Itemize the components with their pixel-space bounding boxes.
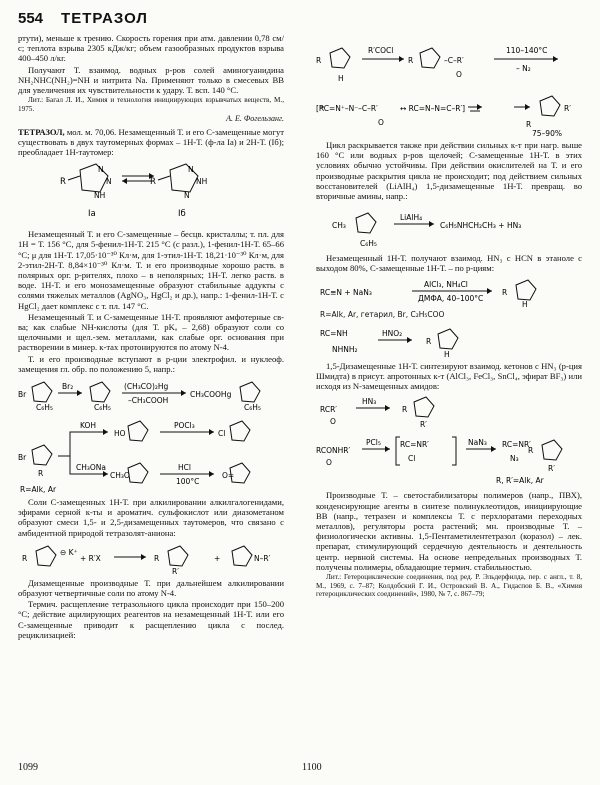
right-column bbox=[316, 33, 582, 600]
tetrazole-ring bbox=[32, 382, 52, 402]
arrowhead bbox=[209, 429, 214, 435]
r-substituent: R bbox=[60, 177, 66, 188]
svg-text:R: R bbox=[38, 469, 44, 479]
cycloaddition-scheme bbox=[316, 277, 582, 307]
r-definition: R=Alk, Ar, гетарил, Br, C₂H₅COO bbox=[320, 309, 445, 319]
svg-text:C₆H₅: C₆H₅ bbox=[94, 403, 111, 413]
svg-text:Cl: Cl bbox=[218, 429, 226, 439]
paragraph: Незамещенный Т. и С-замещенные 1H-Т. проявляют амфотерные св-ва; как слабые NH-кислоты (для Т. pKₐ – 2,68) образуют соли со щелочными и щел.-зем. металлами, как слабые орг. основания при растворении в минер. к-тах протонируются по атому N-4. bbox=[18, 311, 284, 353]
paragraph: Соли С-замещенных 1H-Т. при алкилировании алкилгалогенидами, эфирами серной к-ты и ароматич. сульфокислот или диазометаном образуют смеси 1,5- и 2,5-дизамещенных таутомеров, что связано с амбидентной природой тетразолят-аниона: bbox=[18, 497, 284, 538]
svg-text:H: H bbox=[338, 74, 344, 83]
reduction-scheme bbox=[316, 204, 582, 250]
plus-sign: + bbox=[214, 553, 221, 563]
reagent-hn3: HN₃ bbox=[362, 397, 377, 407]
tetrazole-ring bbox=[330, 48, 350, 68]
svg-text:RC=NH: RC=NH bbox=[320, 328, 348, 338]
reagent-pcl5: PCl₅ bbox=[366, 438, 381, 448]
arrowhead bbox=[491, 446, 496, 452]
reagent-rx: + R′X bbox=[80, 553, 101, 563]
arrowhead bbox=[77, 390, 82, 396]
arrowhead bbox=[399, 56, 404, 62]
acylation-scheme bbox=[316, 33, 582, 137]
label-1b: Iб bbox=[178, 209, 186, 220]
product-hg: CH₃COOHg bbox=[190, 390, 232, 400]
r-definition: R, R′=Alk, Ar bbox=[496, 476, 544, 486]
svg-text:N: N bbox=[184, 191, 190, 201]
arrowhead bbox=[385, 405, 390, 411]
paragraph: Термич. расщепление тетразольного цикла происходит при 150–200 °С; действие ацилирующих реагентов на незамещенный 1H-Т. или его С-замещенные приводит к расщеплению цикла с послед. рециклизацией: bbox=[18, 599, 284, 640]
svg-text:[RC=N⁺–N⁻–C–R′: [RC=N⁺–N⁻–C–R′ bbox=[316, 104, 378, 113]
svg-text:NH: NH bbox=[94, 191, 106, 201]
r-substituent: R bbox=[150, 177, 156, 188]
svg-text:H: H bbox=[522, 299, 528, 307]
paragraph: Незамещенный Т. и его С-замещенные – бесцв. кристаллы; т. пл. для 1H = Т. 156 °С, для 5-фенил-1H-Т. 215 °С (с разл.), 1-фенил-1H-Т. 65–66 °С; μ для 1H-Т. 17,05·10⁻³⁰ Кл·м, для 1-этил-1H-Т. 18,21·10⁻³⁰ Кл·м, для 2-этил-2H-Т. 8,84×10⁻³⁰ Кл·м. Т. и его производные хорошо раств. в полярных орг. р-рителях, плохо – в неполярных; 1H-Т. легко раств. в воде. 1H-Т. и его монозамещенные образуют стабильные аддукты с солями тяжелых металлов (AgNO₃, HgCl₂ и др.), напр.: 1-фенил-1H-Т. с HgCl₂ дает комплекс с т. пл. 147 °С. bbox=[18, 229, 284, 311]
page-number: 554 bbox=[18, 10, 44, 27]
column-number-right: 1100 bbox=[302, 762, 322, 773]
reactant: RC≡N + NaN₃ bbox=[320, 287, 372, 297]
condition-top: AlCl₃, NH₄Cl bbox=[424, 279, 468, 289]
alkylation-scheme bbox=[18, 541, 284, 575]
svg-text:N₃: N₃ bbox=[510, 454, 519, 464]
paragraph: Незамещенный 1H-Т. получают взаимод. HN₃ с HCN в этаноле с выходом 80%, С-замещенные 1H-Т. – по р-циям: bbox=[316, 253, 582, 274]
r-definition: R=Alk, Ar bbox=[20, 485, 57, 495]
tautomer-scheme bbox=[18, 160, 284, 226]
svg-text:⊖ K⁺: ⊖ K⁺ bbox=[60, 547, 78, 557]
reagent-hcl: HCl bbox=[178, 463, 191, 473]
page-header bbox=[18, 10, 148, 28]
svg-text:C₆H₅: C₆H₅ bbox=[360, 239, 377, 249]
column-number-left: 1099 bbox=[18, 762, 38, 773]
svg-text:N–R′: N–R′ bbox=[254, 553, 271, 563]
tetrazole-ring-1b bbox=[170, 164, 198, 192]
svg-text:N: N bbox=[98, 165, 104, 175]
tetrazole-ring bbox=[356, 213, 376, 233]
tetrazole-ring bbox=[438, 329, 458, 349]
label-1a: Iа bbox=[88, 209, 96, 220]
paragraph: Производные Т. – светостабилизаторы полимеров (напр., ПВХ), конденсирующие агенты в синтезе полинуклеотидов, инициирующие ВВ (напр., тетразен и комплексы Т. с перхлоратами переходных металлов), регуляторы роста растений; мн. производные Т. – физиологически активны. 1,5-Пентаметилентетразол (коразол) – лек. препарат, стимулирующий сердечную деятельность и деятельность центр. нервной системы. На основе непредельных производных Т. получены полимеры, обладающие термич. стабильностью. bbox=[316, 490, 582, 572]
svg-text:R′: R′ bbox=[420, 420, 427, 429]
arrowhead bbox=[553, 56, 558, 62]
paragraph: ртути), меньше к трению. Скорость горения при атм. давлении 0,78 см/с; теплота взрыва 2305 кДж/кг; объем газообразных продуктов взрыва 400–450 л/кг. bbox=[18, 33, 284, 64]
arrowhead bbox=[209, 471, 214, 477]
arrowhead bbox=[385, 446, 390, 452]
substitution-scheme-1 bbox=[18, 377, 284, 413]
tetrazole-ring bbox=[516, 280, 536, 300]
svg-text:NH: NH bbox=[196, 177, 208, 187]
literature-note: Лит.: Багал Л. И., Химия и технология инициирующих взрывчатых веществ, М., 1975. bbox=[18, 96, 284, 113]
svg-text:Cl: Cl bbox=[408, 454, 416, 464]
paragraph: Дизамещенные производные Т. при дальнейшем алкилировании образуют четвертичные соли по атому N-4. bbox=[18, 577, 284, 599]
entry-term: ТЕТРАЗОЛ, bbox=[18, 126, 65, 137]
svg-text:R: R bbox=[528, 446, 534, 456]
yield: 75–90% bbox=[532, 129, 562, 137]
entry-paragraph bbox=[18, 127, 284, 158]
running-title: ТЕТРАЗОЛ bbox=[61, 10, 148, 27]
paragraph: 1,5-Дизамещенные 1H-Т. синтезируют взаимод. кетонов с HN₃ (р-ция Шмидта) в присут. апротонных к-т (AlCl₃, FeCl₃, SnCl₄, эфират BF₃) или исходя из N-замещенных амидов: bbox=[316, 360, 582, 392]
product-amine: C₆H₅NHCH₂CH₃ + HN₃ bbox=[440, 221, 522, 231]
svg-text:HO: HO bbox=[114, 429, 126, 439]
amide: RCONHR′ bbox=[316, 446, 351, 456]
svg-text:N: N bbox=[106, 177, 112, 187]
oxadiazole-ring bbox=[540, 96, 560, 116]
svg-text:H: H bbox=[444, 349, 450, 358]
paragraph: Цикл раскрывается также при действии сильных к-т при нагр. выше 160 °С или водных р-ров щелочей; С-замещенные 1H-Т. в этих условиях обычно устойчивы. При действии окислителей на Т. и его производные раскрытия цикла не происходит; под действием сильных восстановителей (LiAlH₄) 1,5-дизамещенные 1H-Т. превращ. во вторичные амины, напр.: bbox=[316, 140, 582, 202]
reagent-br2: Br₂ bbox=[62, 382, 74, 392]
svg-text:C₆H₅: C₆H₅ bbox=[36, 403, 53, 413]
tetrazole-ring bbox=[90, 382, 110, 402]
arrowhead bbox=[181, 390, 186, 396]
svg-text:RC=NR′: RC=NR′ bbox=[502, 440, 531, 450]
svg-text:N: N bbox=[188, 165, 194, 175]
tetrazole-ring bbox=[542, 440, 562, 460]
reagent-acyl: R′COCl bbox=[368, 46, 394, 55]
reagent-hg: (CH₃CO)₂Hg bbox=[124, 382, 169, 392]
svg-text:R: R bbox=[526, 120, 532, 129]
svg-text:R′: R′ bbox=[548, 464, 555, 474]
svg-text:R: R bbox=[154, 553, 160, 563]
svg-text:Br: Br bbox=[18, 390, 27, 400]
svg-text:R′: R′ bbox=[172, 566, 179, 575]
svg-text:R: R bbox=[502, 287, 508, 297]
left-column bbox=[18, 33, 284, 641]
reagent-lialh4: LiAlH₄ bbox=[400, 213, 423, 223]
tetrazole-ring bbox=[168, 546, 188, 566]
paragraph: Т. и его производные вступают в р-ции электрофил. и нуклеоф. замещения гл. обр. по положению 5, напр.: bbox=[18, 353, 284, 374]
tetrazole-ring bbox=[240, 382, 260, 402]
author-signature: А. Е. Фогельзанг. bbox=[226, 114, 284, 124]
svg-text:NHNH₂: NHNH₂ bbox=[332, 344, 358, 354]
svg-text:CH₃: CH₃ bbox=[332, 221, 346, 231]
arrowhead bbox=[141, 554, 146, 560]
tetrazole-ring bbox=[128, 421, 148, 441]
arrowhead bbox=[525, 104, 530, 110]
arrowhead bbox=[103, 429, 108, 435]
substitution-scheme-2 bbox=[18, 416, 284, 494]
tetrazolate-anion bbox=[36, 546, 56, 566]
svg-text:RC=NR′: RC=NR′ bbox=[400, 440, 429, 450]
substituent-bond bbox=[158, 176, 170, 180]
svg-text:C₆H₅: C₆H₅ bbox=[244, 403, 261, 413]
entry-text: мол. м. 70,06. Незамещенный Т. и его С-замещенные могут существовать в двух таутомерных формах – 1H-Т. (ф-ла Iа) и 2H-Т. (Iб); преобладает 1H-таутомер: bbox=[18, 126, 284, 158]
tetrazole-ring bbox=[128, 463, 148, 483]
schmidt-scheme bbox=[316, 394, 582, 428]
svg-text:R: R bbox=[426, 336, 432, 346]
reagent-pocl3: POCl₃ bbox=[174, 421, 195, 431]
literature-note: Лит.: Гетероциклические соединения, под ред. Р. Эльдерфилда, пер. с англ., т. 8, М., 1969, с. 7–87; Колдобский Г. И., Островский В. А., Гидаспов Б. В., «Химия гетероциклических соединений», 1980, № 7, с. 867–79; bbox=[316, 573, 582, 599]
arrowhead bbox=[487, 288, 492, 294]
svg-text:R: R bbox=[22, 553, 28, 563]
svg-text:R: R bbox=[408, 56, 414, 65]
arrowhead bbox=[407, 337, 412, 343]
branch-arrow-koh bbox=[58, 432, 108, 456]
arrowhead bbox=[429, 221, 434, 227]
svg-text:O: O bbox=[330, 417, 336, 427]
svg-text:O: O bbox=[326, 458, 332, 468]
svg-text:O: O bbox=[378, 118, 384, 127]
tetrazole-ring bbox=[232, 546, 252, 566]
arrowhead bbox=[122, 178, 127, 184]
svg-text:R: R bbox=[316, 56, 322, 65]
nitrogen-loss: – N₂ bbox=[516, 64, 531, 73]
svg-text:Br: Br bbox=[18, 453, 27, 463]
diazotization-scheme bbox=[316, 324, 582, 358]
substituent-bond bbox=[68, 176, 80, 180]
svg-text:O=: O= bbox=[222, 471, 235, 481]
tetrazole-ring-1a bbox=[80, 164, 108, 192]
condition-bottom: ДМФА, 40–100°C bbox=[418, 293, 484, 303]
reagent-nan3: NaN₃ bbox=[468, 438, 487, 448]
svg-text:O: O bbox=[456, 70, 462, 79]
ketone: RCR′ bbox=[320, 405, 337, 415]
svg-text:CH₃O: CH₃O bbox=[110, 471, 130, 481]
svg-text:R: R bbox=[402, 405, 408, 415]
paragraph: Получают Т. взаимод. водных р-ров солей аминогуанидина NH₂NHC(NH₂)=NH и нитрита Na. Применяют только в смесевых ВВ для увеличения их чувствительности к удару. Т. всп. 140 °С. bbox=[18, 64, 284, 96]
tetrazole-ring bbox=[32, 445, 52, 465]
svg-text:R′: R′ bbox=[564, 104, 571, 113]
svg-text:↔ RC=N–N=C–R′]: ↔ RC=N–N=C–R′] bbox=[400, 104, 466, 113]
svg-text:–C–R′: –C–R′ bbox=[444, 56, 464, 65]
reagent-koh: KOH bbox=[80, 421, 97, 431]
reagent-hno2: HNO₂ bbox=[382, 328, 403, 338]
condition: 110–140°C bbox=[506, 46, 548, 55]
byproduct: –CH₃COOH bbox=[128, 396, 169, 406]
reagent-ch3ona: CH₃ONa bbox=[76, 463, 106, 473]
temperature: 100°C bbox=[176, 477, 200, 487]
tetrazole-ring bbox=[420, 48, 440, 68]
amide-scheme bbox=[316, 431, 582, 487]
tetrazole-ring bbox=[414, 397, 434, 417]
tetrazole-ring bbox=[230, 421, 250, 441]
